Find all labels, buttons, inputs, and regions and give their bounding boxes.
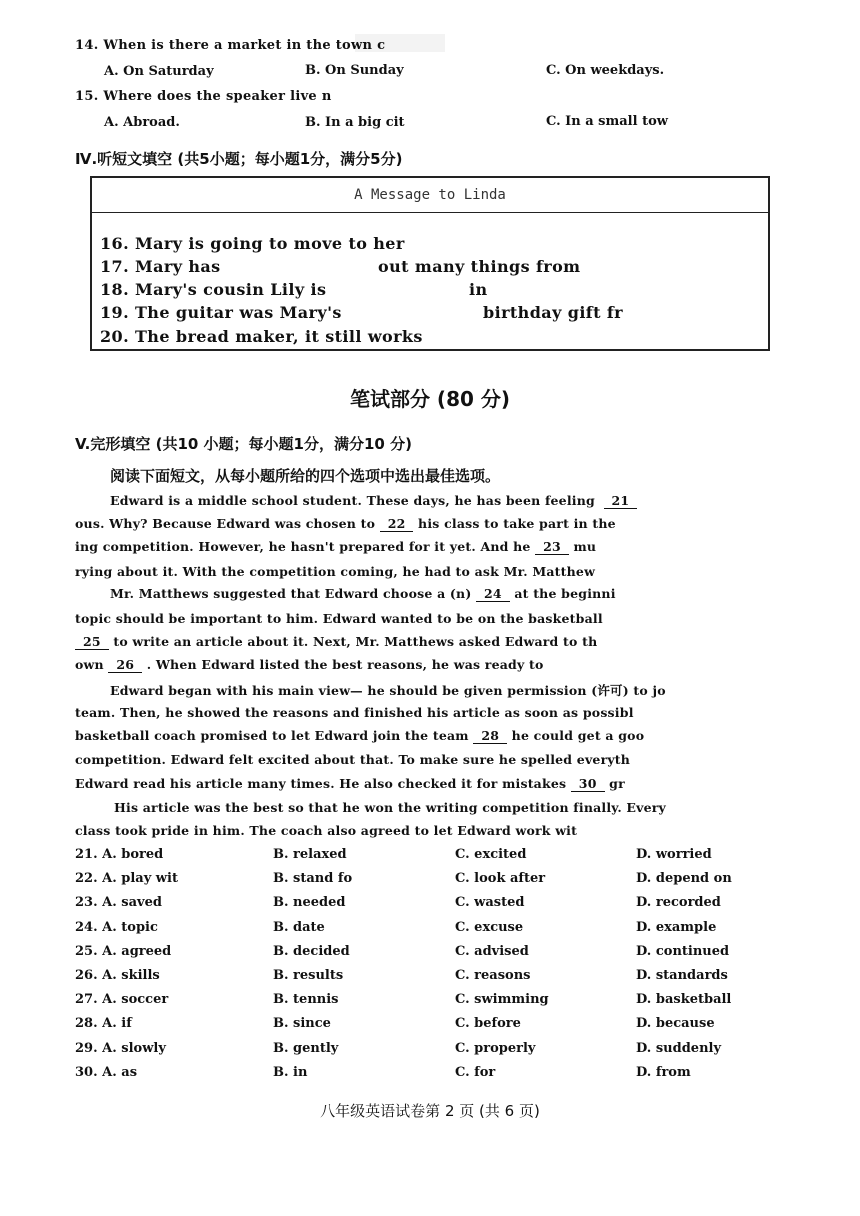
q22-option-a: 22. A. play wit [75, 871, 178, 887]
passage-line-8 [75, 657, 544, 673]
q30-option-a: 30. A. as [75, 1064, 138, 1080]
blank-24: 24 [476, 586, 510, 602]
q15-option-b: B. In a big cit [305, 115, 405, 130]
q14-option-b: B. On Sunday [305, 63, 404, 78]
passage-line-7 [75, 634, 597, 650]
section-4-heading: Ⅳ.听短文填空 (共5小题；每小题1分，满分5分) [75, 150, 403, 168]
q26-option-d: D. standards [636, 968, 728, 983]
passage-line-9: Edward began with his main view— he should be given permission (许可) to jo [110, 683, 666, 698]
q22-option-c: C. look after [455, 871, 546, 887]
q23-option-b: B. needed [273, 895, 346, 911]
q28-option-d: D. because [636, 1016, 715, 1032]
blank-30: 30 [571, 776, 605, 792]
q26-option-b: B. results [273, 968, 344, 983]
q14-option-c: C. On weekdays. [546, 63, 665, 78]
box-line-16: 16. Mary is going to move to her [100, 234, 405, 253]
q28-option-c: C. before [455, 1016, 521, 1032]
q25-option-a: 25. A. agreed [75, 943, 172, 959]
q23-option-c: C. wasted [455, 895, 525, 911]
passage-line-14: His article was the best so that he won the writing competition finally. Every [114, 800, 667, 815]
passage-text: to write an article about it. Next, Mr. Matthews asked Edward to th [113, 634, 598, 649]
q15-option-a: A. Abroad. [104, 115, 180, 130]
box-line-20: 20. The bread maker, it still works [100, 327, 423, 346]
message-box-title: A Message to Linda [92, 178, 768, 213]
blank-28: 28 [473, 728, 507, 744]
q27-option-b: B. tennis [273, 992, 339, 1008]
passage-text: own [75, 657, 104, 672]
message-box [90, 176, 770, 351]
q25-option-d: D. continued [636, 943, 730, 959]
q25-option-c: C. advised [455, 943, 529, 959]
passage-line-4: rying about it. With the competition coming, he had to ask Mr. Matthew [75, 564, 596, 579]
passage-text: gr [609, 776, 625, 791]
blank-23: 23 [535, 539, 569, 555]
passage-text: . When Edward listed the best reasons, he was ready to [146, 657, 544, 672]
q15-option-c: C. In a small tow [546, 114, 668, 129]
q21-option-c: C. excited [455, 847, 527, 862]
q25-option-b: B. decided [273, 943, 350, 959]
blank-26: 26 [108, 657, 142, 673]
q29-option-b: B. gently [273, 1040, 339, 1056]
q21-option-a: 21. A. bored [75, 847, 164, 862]
q24-option-d: D. example [636, 919, 717, 935]
passage-line-13 [75, 776, 625, 792]
q26-option-a: 26. A. skills [75, 968, 160, 983]
q14-option-a: A. On Saturday [104, 64, 214, 79]
passage-line-6: topic should be important to him. Edward wanted to be on the basketball [75, 611, 603, 626]
passage-line-1 [110, 493, 637, 509]
written-part-title: 笔试部分 (80 分) [349, 387, 511, 411]
q23-option-a: 23. A. saved [75, 895, 162, 911]
q22-option-b: B. stand fo [273, 871, 353, 887]
passage-text: ing competition. However, he hasn't prepared for it yet. And he [75, 539, 531, 554]
q27-option-c: C. swimming [455, 992, 549, 1008]
q28-option-a: 28. A. if [75, 1016, 132, 1032]
q30-option-b: B. in [273, 1064, 308, 1080]
q24-option-a: 24. A. topic [75, 919, 158, 935]
q24-option-c: C. excuse [455, 919, 524, 935]
section-5-heading: V.完形填空 (共10 小题；每小题1分，满分10 分) [75, 435, 412, 453]
passage-text: Edward read his article many times. He also checked it for mistakes [75, 776, 567, 791]
passage-text: at the beginni [514, 586, 616, 601]
passage-text: his class to take part in the [418, 516, 616, 531]
passage-text: he could get a goo [511, 728, 645, 743]
q29-option-c: C. properly [455, 1040, 536, 1056]
passage-line-15: class took pride in him. The coach also agreed to let Edward work wit [75, 823, 578, 838]
passage-text: mu [573, 539, 597, 554]
passage-text: Edward is a middle school student. These days, he has been feeling [110, 493, 595, 508]
page-footer: 八年级英语试卷第 2 页 (共 6 页) [320, 1102, 540, 1120]
passage-line-12: competition. Edward felt excited about that. To make sure he spelled everyth [75, 752, 631, 767]
passage-text: ous. Why? Because Edward was chosen to [75, 516, 376, 531]
cloze-instruction: 阅读下面短文，从每小题所给的四个选项中选出最佳选项。 [110, 467, 501, 485]
box-line-19: 19. The guitar was Mary's [100, 303, 342, 322]
box-line-19-tail: birthday gift fr [483, 303, 623, 322]
box-line-17-tail: out many things from [378, 257, 581, 276]
q30-option-c: C. for [455, 1064, 496, 1080]
q21-option-b: B. relaxed [273, 847, 347, 862]
box-line-18: 18. Mary's cousin Lily is [100, 280, 327, 299]
passage-text: Mr. Matthews suggested that Edward choose a (n) [110, 586, 472, 601]
blank-22: 22 [380, 516, 414, 532]
question-14: 14. When is there a market in the town c [75, 38, 386, 53]
q22-option-d: D. depend on [636, 871, 732, 887]
q30-option-d: D. from [636, 1064, 691, 1080]
passage-line-2 [75, 516, 616, 532]
box-line-18-tail: in [469, 280, 488, 299]
q26-option-c: C. reasons [455, 968, 531, 983]
q24-option-b: B. date [273, 919, 325, 935]
passage-text: basketball coach promised to let Edward join the team [75, 728, 469, 743]
question-15: 15. Where does the speaker live n [75, 89, 332, 104]
q28-option-b: B. since [273, 1016, 331, 1032]
box-line-17: 17. Mary has [100, 257, 221, 276]
passage-line-11 [75, 728, 644, 744]
passage-line-10: team. Then, he showed the reasons and finished his article as soon as possibl [75, 705, 634, 720]
q27-option-a: 27. A. soccer [75, 992, 169, 1008]
blank-25: 25 [75, 634, 109, 650]
q29-option-a: 29. A. slowly [75, 1040, 166, 1056]
blank-21: 21 [604, 493, 638, 509]
q29-option-d: D. suddenly [636, 1040, 722, 1056]
q27-option-d: D. basketball [636, 992, 732, 1008]
passage-line-3 [75, 539, 596, 555]
q21-option-d: D. worried [636, 847, 712, 862]
passage-line-5 [110, 586, 616, 602]
q23-option-d: D. recorded [636, 895, 721, 911]
